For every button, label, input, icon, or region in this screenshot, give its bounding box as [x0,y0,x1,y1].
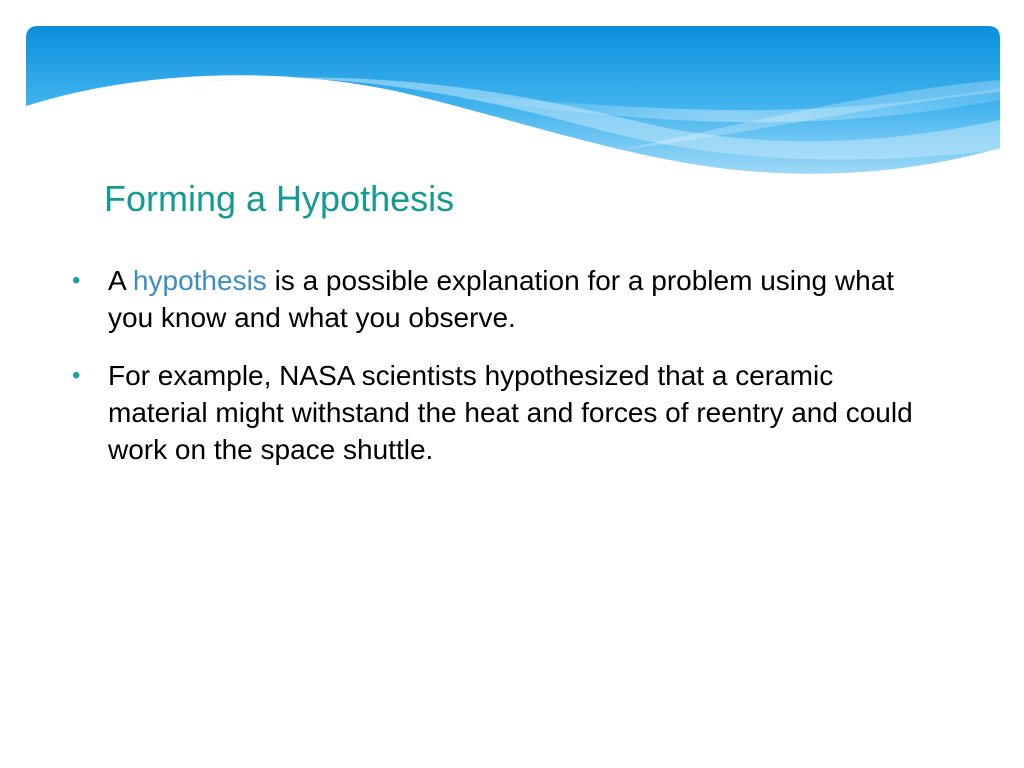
bullet-list [72,262,932,489]
slide-title: Forming a Hypothesis [104,178,455,219]
header-wave-decoration [0,0,1024,200]
bullet-item-nasa-example [72,357,932,468]
bullet-text-prefix: A [108,265,133,296]
bullet-item-hypothesis-definition [72,262,932,336]
bullet-marker-icon: • [72,267,81,294]
bullet-text-suffix: is a possible explanation for a problem using what you know and what you observe. [108,265,895,333]
bullet-marker-icon: • [72,362,81,389]
highlighted-term: hypothesis [132,265,267,296]
bullet-text: For example, NASA scientists hypothesized that a ceramic material might withstand the heat and forces of reentry and could work on the space shuttle. [108,360,913,465]
